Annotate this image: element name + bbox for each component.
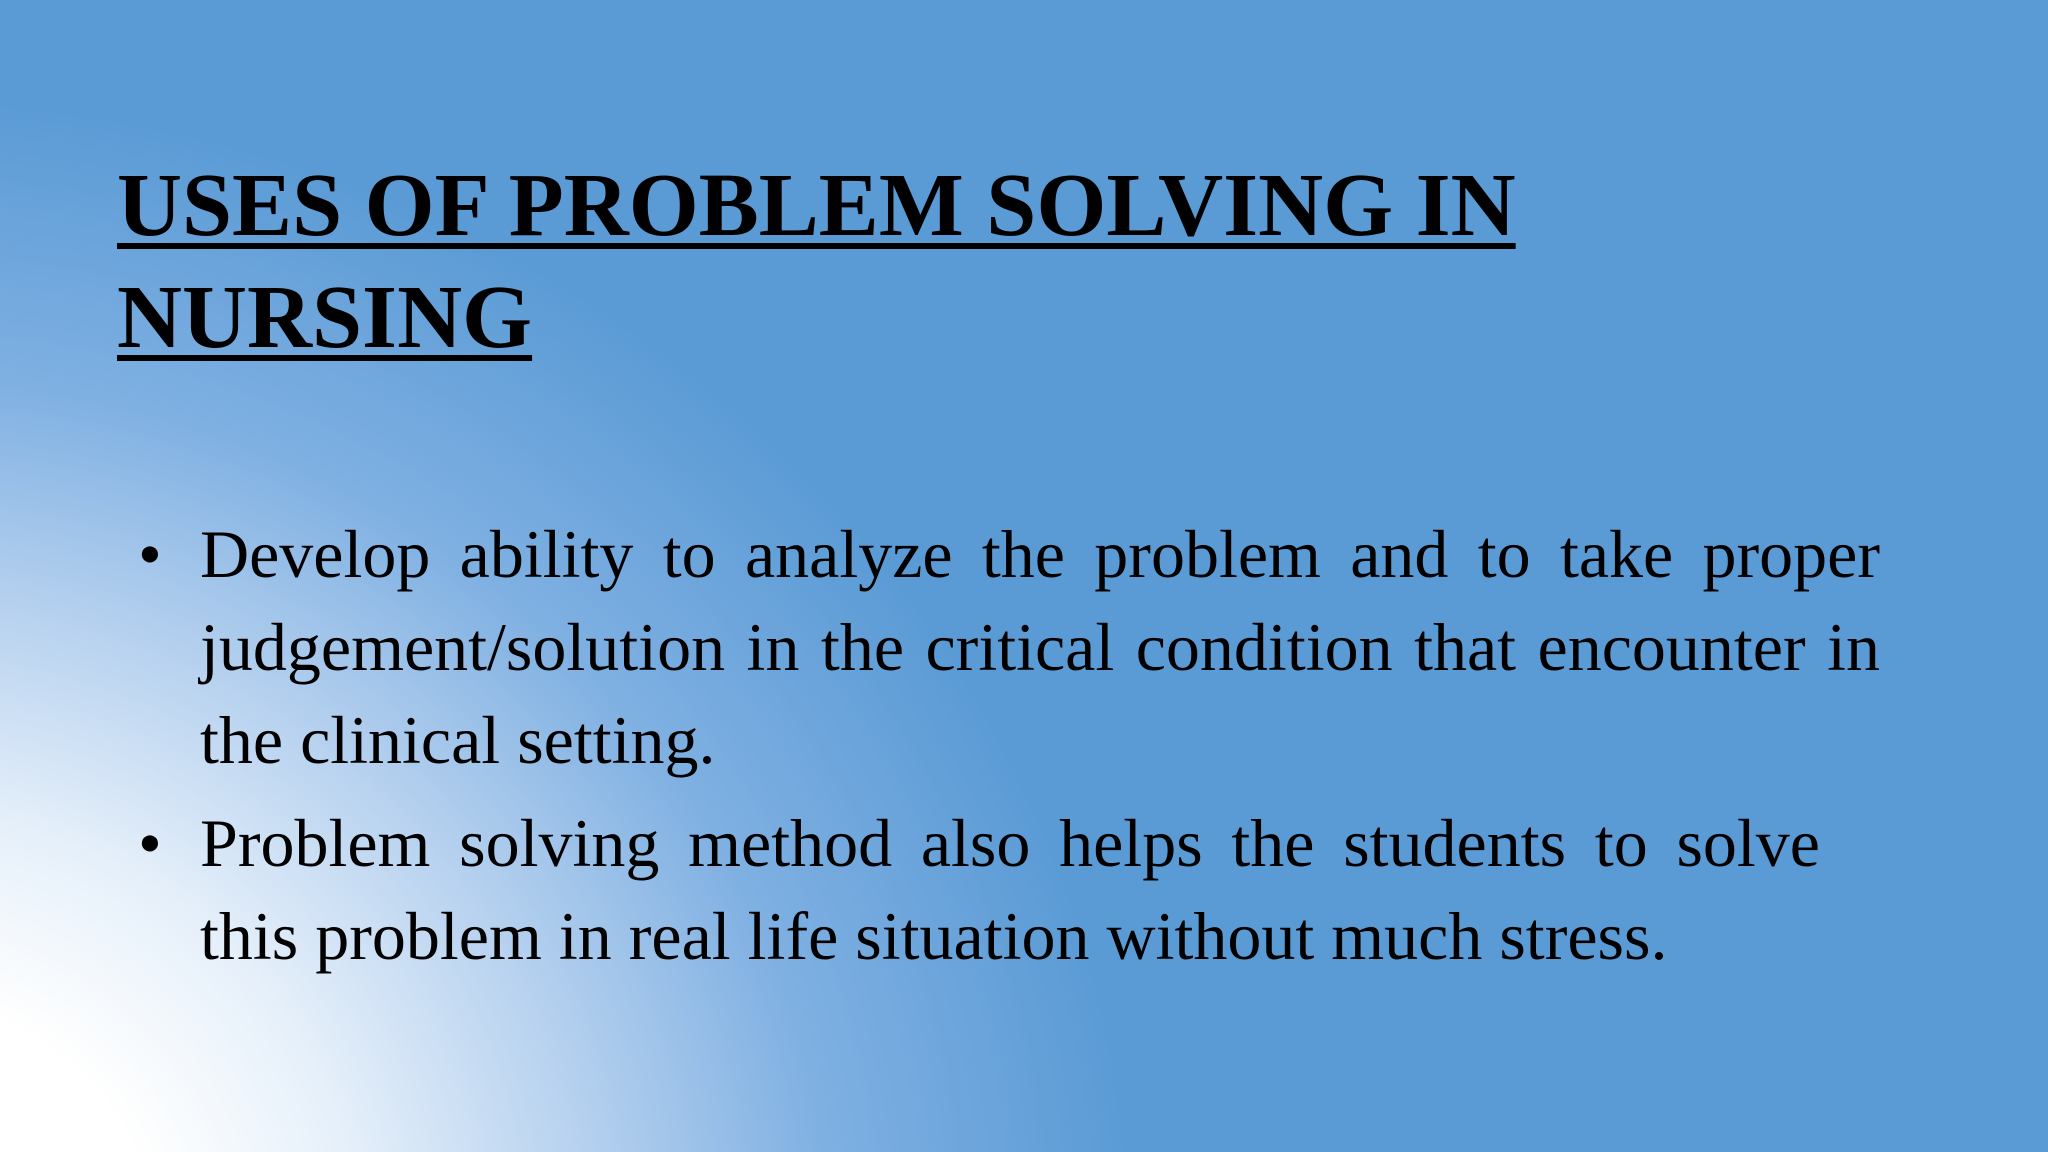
bullet-list [138,508,1880,983]
bullet-text: Problem solving method also helps the students to solve this problem in real life situation without much stress. [200,805,1820,974]
slide-title [117,150,1717,374]
bullet-icon: • [138,805,162,881]
bullet-icon: • [138,516,162,592]
slide-title-line-1: USES OF PROBLEM SOLVING IN [117,156,1516,255]
bullet-text: Develop ability to analyze the problem and to take proper judgement/solution in the critical condition that encounter in the clinical setting. [200,516,1880,778]
bullet-item [138,797,1820,983]
bullet-item [138,508,1880,787]
slide-title-line-2: NURSING [117,268,533,367]
